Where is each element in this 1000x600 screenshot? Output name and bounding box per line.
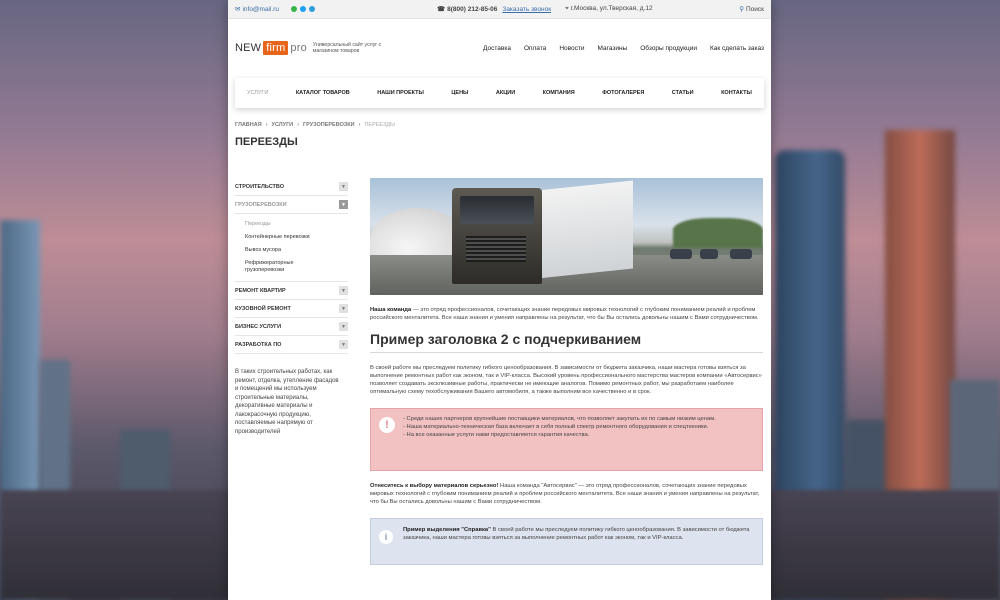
alert-line: - На все оказанные услуги нами предоставляется гарантия качества. — [403, 432, 590, 438]
nav-how-to-order[interactable]: Как сделать заказ — [709, 44, 764, 52]
catnav-gallery[interactable]: ФОТОГАЛЕРЕЯ — [602, 90, 645, 96]
info-box: i Пример выделения "Справка" В своей работе мы преследуем политику гибкого ценообразования. В зависимости от бюджета заказчика, наши мастера готовы взяться за выполнение ремонтных работ как эконом, так и VIP-класса. — [370, 518, 763, 565]
site-logo[interactable]: NEW firm pro — [235, 42, 307, 54]
nav-news[interactable]: Новости — [559, 44, 585, 52]
alert-line: - Среди наших партнеров крупнейшие поставщики материалов, что позволяет закупать их по самым низким ценам. — [403, 416, 716, 422]
phone-number[interactable]: ☎ 8(800) 212-85-06 — [437, 5, 498, 13]
location-pin-icon: ⌖ — [565, 5, 569, 12]
phone-icon: ☎ — [437, 6, 446, 13]
catnav-company[interactable]: КОМПАНИЯ — [542, 90, 575, 96]
email-link[interactable]: ✉ info@mail.ru — [235, 5, 280, 13]
alert-line: - Наша материально-техническая база включает в себя полный спектр ремонтного оборудования и спецтехники. — [403, 424, 709, 430]
breadcrumb-current: ПЕРЕЕЗДЫ — [364, 122, 395, 128]
search-button[interactable]: ⚲ Поиск — [739, 5, 764, 13]
nav-shops[interactable]: Магазины — [597, 44, 628, 52]
sidebar-subitem-garbage[interactable]: Вывоз мусора — [245, 247, 282, 253]
intro-paragraph: Наша команда — это отряд профессионалов, сочетающих знание передовых мировых технологий с глубоким пониманием реалий и проблем российского менталитета. Все наши знания и умения направлены на результат, что бы Вы остались довольны нашим с Вами сотрудничеством. — [370, 307, 759, 321]
exclamation-icon: ! — [379, 417, 395, 433]
page-container — [228, 0, 771, 600]
breadcrumb-services[interactable]: УСЛУГИ — [271, 122, 294, 128]
catnav-prices[interactable]: ЦЕНЫ — [451, 90, 469, 96]
pricing-paragraph: В своей работе мы преследуем политику гибкого ценообразования. В зависимости от бюджета заказчика, наши мастера готовы взяться за выполнение ремонтных работ как эконом, так и VIP-класса. Высокий уровень профессионального мастерства мастеров компании «Автосервис» позволяет создавать эксклюзивные работы, практически не имеющие аналогов. Помимо ремонтных работ, мы разработаем наиболее оптимальную схему техобслуживания Вашего автомобиля, а также выполним все качественно и в срок. — [370, 365, 762, 395]
chevron-down-icon[interactable]: ▼ — [339, 304, 348, 313]
sidebar-item-cargo[interactable]: ГРУЗОПЕРЕВОЗКИ ▼ — [235, 196, 348, 214]
telegram-icon[interactable] — [309, 6, 315, 12]
chevron-down-icon[interactable]: ▼ — [339, 322, 348, 331]
whatsapp-icon[interactable] — [291, 6, 297, 12]
nav-reviews[interactable]: Обзоры продукции — [640, 44, 697, 52]
catnav-articles[interactable]: СТАТЬИ — [671, 90, 694, 96]
content-heading: Пример заголовка 2 с подчеркиванием — [370, 331, 763, 353]
chevron-down-icon[interactable]: ▼ — [339, 340, 348, 349]
alert-box — [370, 408, 763, 471]
sidebar — [235, 178, 348, 436]
page-title: ПЕРЕЕЗДЫ — [235, 136, 298, 148]
materials-paragraph: Отнеситесь к выбору материалов серьезно! Наша команда "Автосервис" — это отряд профессионалов, сочетающих знание передовых мировых технологий с глубоким пониманием реалий и проблем российского менталитета. Все наши знания и умения направлены на результат, что бы Вы остались довольны нашим с Вами сотрудничеством. — [370, 483, 760, 505]
nav-delivery[interactable]: Доставка — [483, 44, 511, 52]
mail-icon: ✉ — [235, 6, 241, 13]
catnav-contacts[interactable]: КОНТАКТЫ — [721, 90, 752, 96]
site-header — [228, 19, 771, 77]
sidebar-item-renovation[interactable]: РЕМОНТ КВАРТИР ▼ — [235, 282, 348, 300]
search-icon: ⚲ — [739, 6, 744, 13]
main-content — [370, 178, 763, 565]
sidebar-item-business[interactable]: БИЗНЕС УСЛУГИ ▼ — [235, 318, 348, 336]
breadcrumb-cargo[interactable]: ГРУЗОПЕРЕВОЗКИ — [302, 122, 355, 128]
chevron-down-icon[interactable]: ▼ — [339, 200, 348, 209]
chevron-down-icon[interactable]: ▼ — [339, 182, 348, 191]
sidebar-item-software[interactable]: РАЗРАБОТКА ПО ▼ — [235, 336, 348, 354]
sidebar-subitem-refrigerated[interactable]: Рефрижераторные грузоперевозки — [245, 260, 294, 273]
breadcrumb-home[interactable]: ГЛАВНАЯ — [235, 122, 262, 128]
nav-payment[interactable]: Оплата — [523, 44, 547, 52]
catnav-services[interactable]: УСЛУГИ — [247, 90, 269, 96]
sidebar-item-construction[interactable]: СТРОИТЕЛЬСТВО ▼ — [235, 178, 348, 196]
catnav-catalog[interactable]: КАТАЛОГ ТОВАРОВ — [295, 90, 350, 96]
info-icon: i — [379, 530, 393, 544]
catnav-promotions[interactable]: АКЦИИ — [495, 90, 516, 96]
site-tagline: Универсальный сайт услуг с магазином товаров — [312, 41, 382, 54]
sidebar-item-bodywork[interactable]: КУЗОВНОЙ РЕМОНТ ▼ — [235, 300, 348, 318]
breadcrumb: ГЛАВНАЯ › УСЛУГИ › ГРУЗОПЕРЕВОЗКИ › ПЕРЕЕЗДЫ — [235, 122, 395, 128]
sidebar-subitem-containers[interactable]: Контейнерные перевозки — [245, 234, 310, 240]
sidebar-description: В таких строительных работах, как ремонт, отделка, утепление фасадов и помещений мы используем строительные материалы, декоративные материалы и лакокрасочную продукцию, поставляемые напрямую от производителей — [235, 369, 339, 435]
skype-icon[interactable] — [300, 6, 306, 12]
sidebar-subitem-moving[interactable]: Переезды — [245, 221, 271, 227]
top-navigation — [483, 45, 764, 52]
chevron-down-icon[interactable]: ▼ — [339, 286, 348, 295]
address: ⌖ г.Москва, ул.Тверская, д.12 — [565, 5, 653, 12]
callback-link[interactable]: Заказать звонок — [502, 5, 552, 13]
top-bar — [228, 0, 771, 19]
category-navigation — [235, 78, 764, 108]
catnav-projects[interactable]: НАШИ ПРОЕКТЫ — [377, 90, 424, 96]
hero-image-truck — [370, 178, 763, 295]
